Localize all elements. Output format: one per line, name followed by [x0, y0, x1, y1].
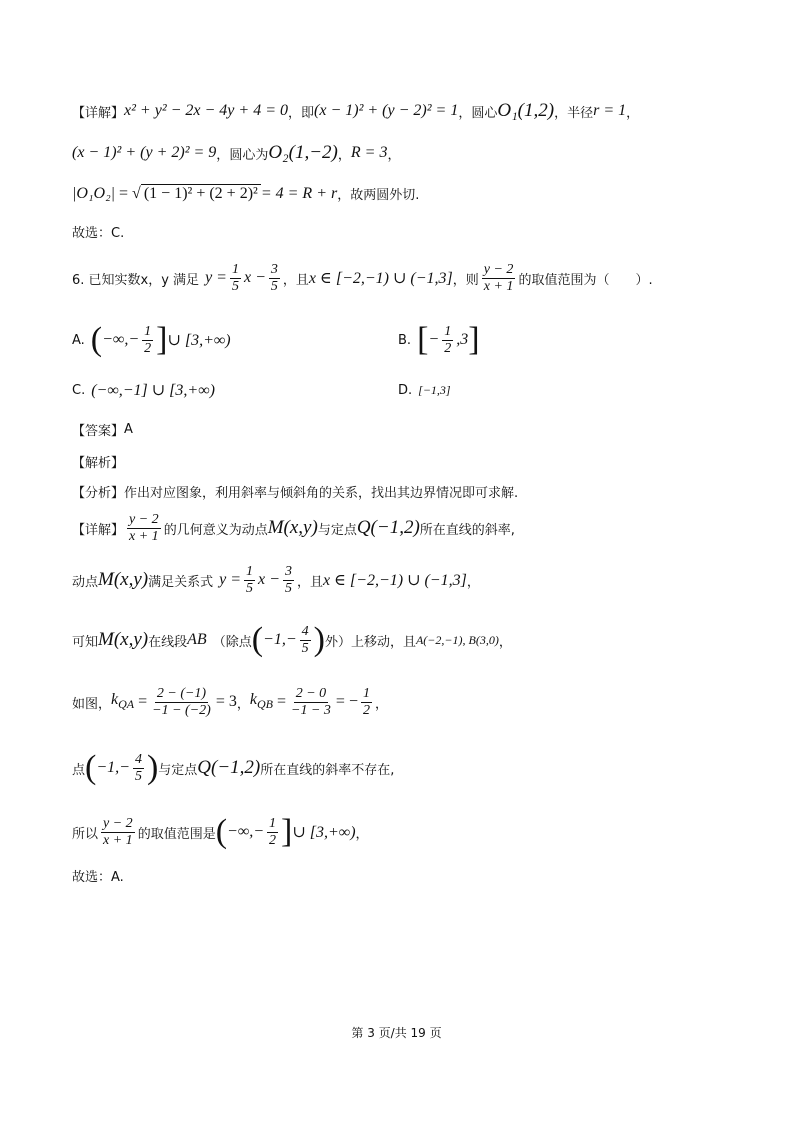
fenxi-heading: 【分析】: [72, 486, 125, 501]
option-c-label: C.: [72, 382, 86, 398]
center-o1: O₁(1,2): [497, 100, 555, 121]
option-a-label: A.: [72, 332, 85, 348]
option-b-label: B.: [398, 332, 412, 348]
circle-eq-1: x² + y² − 2x − 4y + 4 = 0: [124, 102, 288, 119]
circle-eq-1-standard: (x − 1)² + (y − 2)² = 1: [314, 102, 459, 119]
distance-line: |O₁O₂| = √ (1 − 1)² + (2 + 2)² = 4 = R + r ，故两圆外切.: [72, 184, 420, 203]
ratio-fraction: $\frac{y - 2}{x + 1}$: [483, 261, 514, 294]
option-c: C. (−∞,−1] ∪ [3,+∞): [72, 382, 215, 399]
answer-heading: 【答案】: [72, 424, 125, 439]
fraction-one-half: $\frac{1}{2}$: [144, 323, 152, 356]
radius-R: R = 3: [350, 144, 388, 161]
radius-r: r = 1: [593, 102, 627, 119]
choose-c: 故选：C.: [72, 226, 125, 241]
choose-c-line: [72, 222, 753, 241]
page-footer: 第 3 页/共 19 页: [351, 1026, 442, 1040]
slope-qb: $k_{QB}$: [249, 691, 273, 712]
answer-line: [72, 420, 753, 439]
vertical-line-note: 点 ( −1,− $\frac{4}{5}$ ) 与定点 Q(−1,2) 所在直线的斜率不存在,: [72, 749, 395, 786]
point-m: M(x,y): [267, 517, 318, 538]
detail-line-2: (x − 1)² + (y + 2)² = 9 ， 圆心为 O₂(1,−2) ， R = 3 ，: [72, 142, 401, 163]
distance-o1o2: |O₁O₂|: [72, 184, 116, 202]
choose-a: 故选：A.: [72, 870, 124, 885]
point-q: Q(−1,2): [356, 517, 420, 538]
slope-line: 如图， $k_{QA}$ = $\frac{2 - (-1)}{-1 - (-2)}$ = 3 ， $k_{QB}$ = $\frac{2 - 0}{-1 - 3}$ = − $\frac{1}{2}$ ，: [72, 685, 388, 718]
segment-ab: AB: [187, 631, 207, 648]
option-d-label: D.: [398, 382, 413, 398]
detail-heading: 【详解】: [72, 105, 125, 121]
center-o2: O₂(1,−2): [268, 142, 338, 163]
jiexi-line: [72, 452, 753, 471]
option-d: D. [−1,3]: [398, 382, 451, 398]
question-6-stem: 6. 已知实数x，y 满足: [72, 272, 200, 288]
detail2-line-2: 动点 M(x,y) 满足关系式 y = $\frac{1}{5}$ x − $\frac{3}{5}$ ，且 x ∈ [−2,−1) ∪ (−1,3] ，: [72, 563, 480, 596]
fenxi-text: 作出对应图象，利用斜率与倾斜角的关系，找出其边界情况即可求解.: [124, 486, 519, 501]
option-a: A. ( −∞,− $\frac{1}{2}$ ] ∪ [3,+∞): [72, 321, 231, 358]
x-domain: x ∈ [−2,−1) ∪ (−1,3]: [308, 270, 453, 287]
question-6: 6. 已知实数x，y 满足 y = $\frac{1}{5}$ x − $\frac{3}{5}$ ，且 x ∈ [−2,−1) ∪ (−1,3] ，则 $\frac{y - 2}{x + 1}$ 的取值范围为（ ）.: [72, 261, 653, 294]
fenxi-line: [72, 482, 753, 501]
option-b: B. [ − $\frac{1}{2}$ ,3 ]: [398, 321, 480, 358]
answer-value: A: [124, 422, 133, 437]
detail-line-1: 【详解】 x² + y² − 2x − 4y + 4 = 0 ， 即 (x − 1)² + (y − 2)² = 1 ， 圆心 O₁(1,2) ， 半径 r = 1 ，: [72, 100, 640, 121]
circle-eq-2: (x − 1)² + (y + 2)² = 9: [72, 144, 217, 161]
points-a-b: A(−2,−1), B(3,0): [415, 632, 499, 647]
fraction-one-fifth: $\frac{1}{5}$: [231, 261, 239, 294]
fraction-four-fifths: $\frac{4}{5}$: [301, 623, 309, 656]
slope-qa: $k_{QA}$: [111, 691, 135, 712]
jiexi-heading: 【解析】: [72, 456, 125, 471]
sqrt-expression: (1 − 1)² + (2 + 2)²: [141, 184, 261, 203]
fraction-three-fifths: $\frac{3}{5}$: [270, 261, 278, 294]
detail2-line-3: 可知 M(x,y) 在线段 AB （除点 ( −1,− $\frac{4}{5}$ ) 外）上移动，且 A(−2,−1), B(3,0) ，: [72, 621, 512, 658]
choose-a-line: [72, 866, 753, 885]
detail2-line-1: 【详解】 $\frac{y - 2}{x + 1}$ 的几何意义为动点 M(x,y) 与定点 Q(−1,2) 所在直线的斜率,: [72, 511, 515, 544]
conclusion-line: 所以 $\frac{y - 2}{x + 1}$ 的取值范围是 ( −∞,− $\frac{1}{2}$ ] ∪ [3,+∞) ，: [72, 813, 369, 850]
